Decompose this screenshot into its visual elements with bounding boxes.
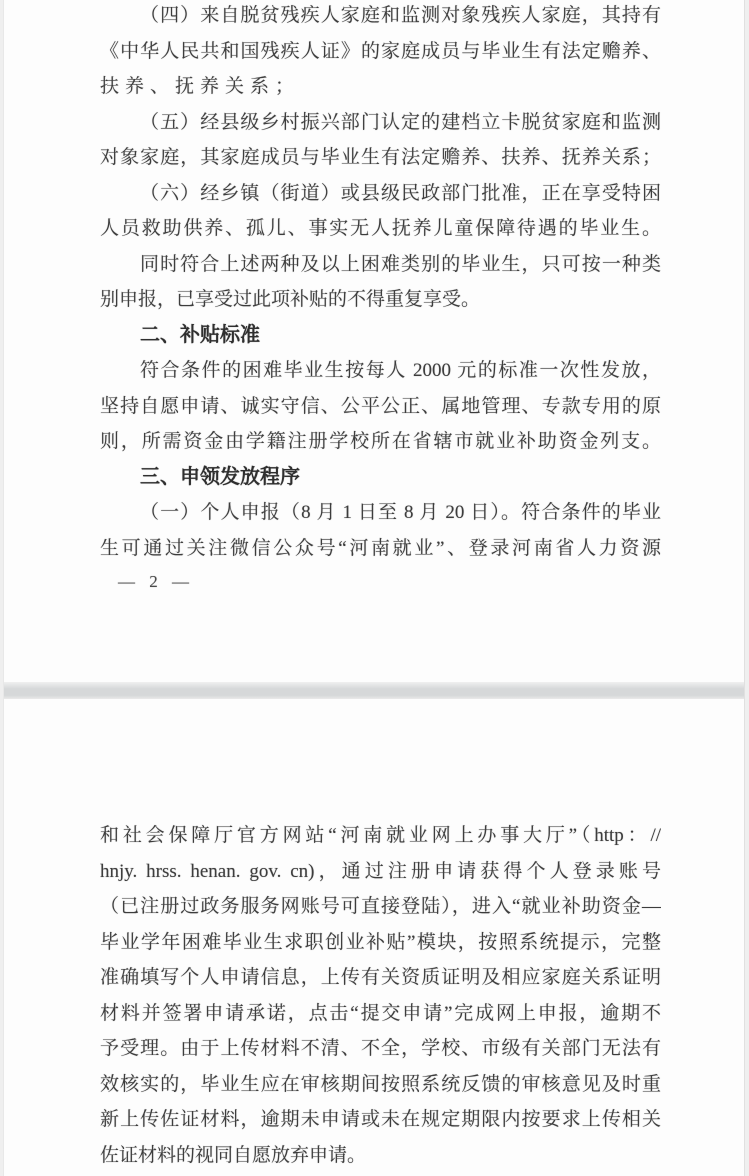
text-line: 符合条件的困难毕业生按每人 2000 元的标准一次性发放， [140,360,661,381]
text-line: 效核实的，毕业生应在审核期间按照系统反馈的审核意见及时重 [100,1073,661,1095]
text-line: （一）个人申报（8 月 1 日至 8 月 20 日）。符合条件的毕业 [140,502,661,523]
text-line: 和社会保障厅官方网站“河南就业网上办事大厅”（http：// [100,825,661,846]
text-line: （四）来自脱贫残疾人家庭和监测对象残疾人家庭，其持有 [140,5,661,26]
section-heading: 二、补贴标准 [140,323,260,346]
page-1-text [100,0,661,566]
page-2 [0,699,749,1176]
text-line: （已注册过政务服务网账号可直接登陆），进入“就业补助资金— [100,896,661,917]
text-line: 人员救助供养、孤儿、事实无人抚养儿童保障待遇的毕业生。 [100,218,661,239]
scan-edge-left [0,0,4,1176]
text-line: （五）经县级乡村振兴部门认定的建档立卡脱贫家庭和监测 [140,111,661,133]
text-line: 新上传佐证材料，逾期未申请或未在规定期限内按要求上传相关 [100,1109,661,1130]
text-line: 佐证材料的视同自愿放弃申请。 [100,1144,367,1166]
text-line: 别申报，已享受过此项补贴的不得重复享受。 [100,289,481,310]
text-line: 《中华人民共和国残疾人证》的家庭成员与毕业生有法定赡养、 [100,40,661,62]
text-line: 材料并签署申请承诺，点击“提交申请”完成网上申报，逾期不 [100,1002,661,1024]
text-line: 则，所需资金由学籍注册学校所在省辖市就业补助资金列支。 [100,431,661,452]
page-2-text [100,818,661,1173]
page-number: — 2 — [118,572,194,591]
text-line: 生可通过关注微信公众号“河南就业”、登录河南省人力资源 [100,537,661,559]
page-divider [0,682,749,699]
text-line: hnjy. hrss. henan. gov. cn)，通过注册申请获得个人登录账号 [100,860,661,882]
text-line: 予受理。由于上传材料不清、不全，学校、市级有关部门无法有 [100,1038,661,1059]
text-line: 对象家庭，其家庭成员与毕业生有法定赡养、扶养、抚养关系； [100,147,661,168]
text-line: 同时符合上述两种及以上困难类别的毕业生，只可按一种类 [140,253,661,275]
scan-edge-right [744,0,749,1176]
text-line: 坚持自愿申请、诚实守信、公平公正、属地管理、专款专用的原 [100,395,661,417]
section-heading: 三、申领发放程序 [140,465,300,488]
text-line: （六）经乡镇（街道）或县级民政部门批准，正在享受特困 [140,182,661,204]
text-line: 毕业学年困难毕业生求职创业补贴”模块，按照系统提示，完整 [100,931,661,953]
text-line: 准确填写个人申请信息，上传有关资质证明及相应家庭关系证明 [100,967,661,988]
text-line: 扶养、抚养关系； [100,76,301,97]
